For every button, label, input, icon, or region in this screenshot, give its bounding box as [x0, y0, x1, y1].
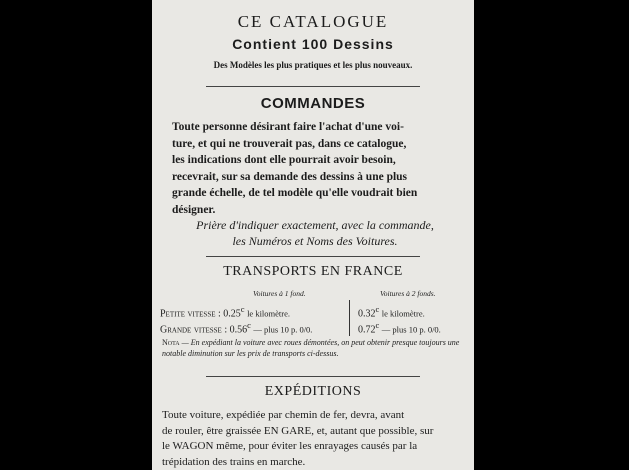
rate-value: 0.72: [358, 324, 376, 336]
rate-label: Grande vitesse: [160, 324, 222, 336]
commandes-line: ture, et qui ne trouverait pas, dans ce catalogue,: [172, 137, 407, 150]
commandes-line: désigner.: [172, 203, 216, 216]
rate-unit: c: [240, 304, 245, 314]
rate-row-petite-vitesse: Petite vitesse : 0.25$^c$ le kilomètre.: [160, 304, 291, 320]
catalogue-tagline: Des Modèles les plus pratiques et les plus nouveaux.: [213, 60, 413, 70]
divider: [206, 376, 420, 377]
catalogue-title: CE CATALOGUE: [237, 12, 389, 31]
expeditions-line: Toute voiture, expédiée par chemin de fer, devra, avant: [162, 409, 405, 421]
rate-detail: le kilomètre.: [381, 308, 425, 319]
rate-label: Petite vitesse: [160, 308, 216, 320]
catalogue-page: [152, 0, 474, 470]
nota-label: Nota: [162, 338, 180, 347]
rate-row-grande-vitesse: Grande vitesse : 0.56$^c$ — plus 10 p. 0/0.: [160, 320, 313, 336]
column-header-two-fonds: Voitures à 2 fonds.: [380, 289, 436, 298]
commandes-line: grande échelle, de tel modèle qu'elle voudrait bien: [172, 187, 418, 199]
rate-detail: — plus 10 p. 0/0.: [381, 324, 441, 335]
nota-text: — En expédiant la voiture avec roues démontées, on peut obtenir presque toujours une notable diminution sur les prix de transports ci-dessus.: [162, 338, 460, 358]
commandes-line: recevrait, sur sa demande des dessins à une plus: [172, 170, 408, 183]
expeditions-line: de rouler, être graissée EN GARE, et, autant que possible, sur: [162, 424, 434, 437]
expeditions-line: le WAGON même, pour éviter les enrayages causés par la: [162, 440, 418, 452]
divider: [206, 86, 420, 87]
rate-detail: le kilomètre.: [247, 308, 291, 319]
catalogue-subtitle: Contient 100 Dessins: [232, 36, 394, 52]
divider: [206, 256, 420, 257]
column-header-one-fond: Voitures à 1 fond.: [253, 289, 306, 298]
priere-line: Prière d'indiquer exactement, avec la commande,: [196, 218, 434, 232]
expeditions-paragraph: [162, 408, 466, 470]
rate-unit: c: [375, 304, 380, 314]
rate-row-petite-vitesse-two-fonds: [358, 304, 425, 319]
rate-unit: c: [375, 320, 380, 330]
rate-value: 0.32: [358, 308, 376, 320]
rate-value: 0.25: [223, 308, 241, 320]
commandes-line: Toute personne désirant faire l'achat d'une voi-: [172, 121, 404, 133]
nota-note: [162, 337, 464, 359]
rate-detail: — plus 10 p. 0/0.: [253, 324, 313, 335]
priere-note: [170, 217, 460, 249]
commandes-paragraph: [172, 119, 462, 218]
rate-value: 0.56: [229, 324, 248, 336]
commandes-line: les indications dont elle pourrait avoir besoin,: [172, 154, 396, 166]
commandes-heading: COMMANDES: [260, 95, 366, 112]
rate-row-grande-vitesse-two-fonds: [358, 320, 441, 335]
transports-heading: TRANSPORTS EN FRANCE: [223, 264, 403, 279]
column-divider: [349, 300, 350, 336]
expeditions-heading: EXPÉDITIONS: [264, 384, 362, 399]
expeditions-line: trépidation des trains en marche.: [162, 455, 306, 468]
priere-line: les Numéros et Noms des Voitures.: [232, 234, 398, 248]
rate-unit: c: [247, 320, 251, 330]
